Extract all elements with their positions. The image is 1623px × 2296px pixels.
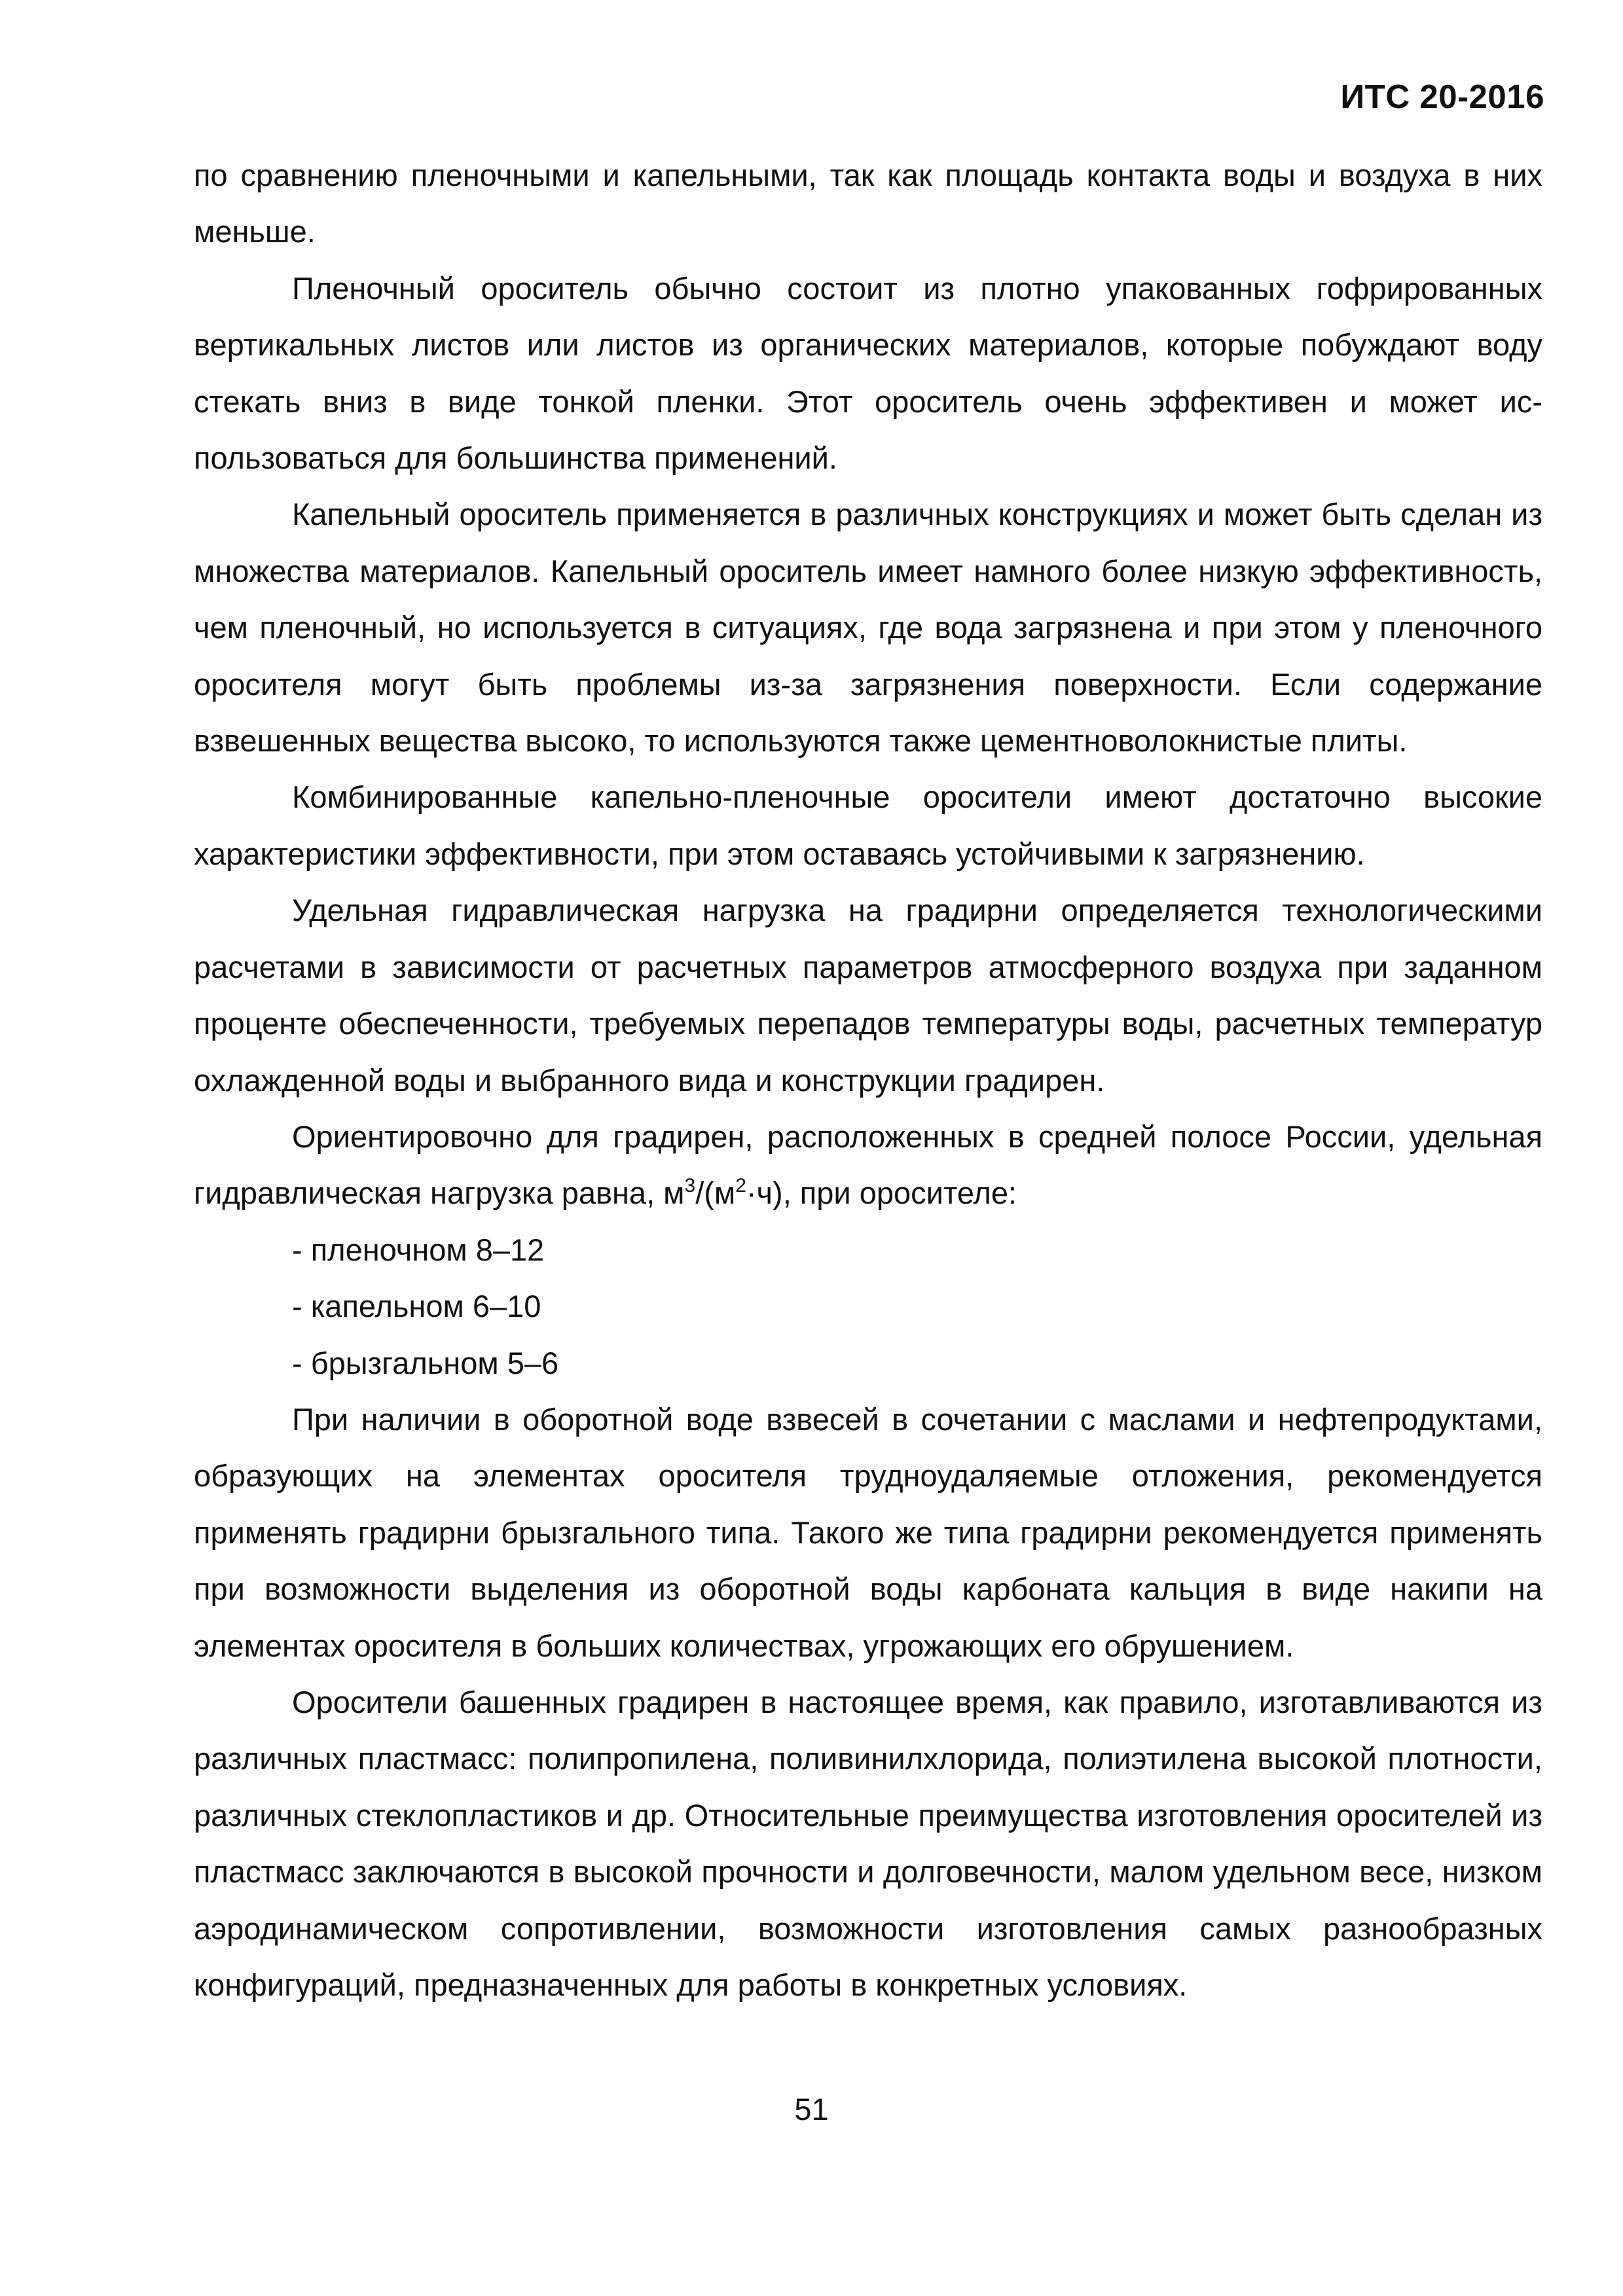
load-text-after: ·ч), при оросителе: [746,1175,1017,1211]
paragraph-load-values [194,1109,1542,1222]
list-item: - брызгальном 5–6 [292,1345,559,1380]
paragraph-plastic-fills: Оросители башенных градирен в настоящее время, как правило, изготавливаются из различных пластмасс: полипропилена, поливинилхлорида, полиэтилена высокой плотности, различных стеклопластиков и др. Относительные преимущества изготовления оросителей из пластмасс заключаются в высокой прочности и долговечности, малом удельном весе, низком аэродинамическом сопротивлении, возможности изготовления самых разнообразных конфигураций, предназначенных для работы в конкретных условиях. [194,1684,1542,2002]
paragraph-hydraulic-load: Удельная гидравлическая нагрузка на градирни определяется технологическими расчетами в зависимости от расчетных параметров атмосферного воздуха при заданном проценте обеспеченности, требуемых перепадов температуры воды, расчетных температур охлажденной воды и выбранного вида и конструкции градирен. [194,893,1542,1098]
superscript-2: 2 [735,1175,746,1197]
paragraph-splash-fill: Капельный ороситель применяется в различных конструкциях и может быть сделан из множества материалов. Капельный ороситель имеет намного более низкую эффективность, чем пленочный, но используется в ситуациях, где вода загрязнена и при этом у пленочного оросителя могут быть проблемы из-за загрязнения поверхности. Если содержание взвешенных вещества высоко, то используются также цементноволокнистые плиты. [194,497,1542,759]
paragraph-film-fill: Пленочный ороситель обычно состоит из плотно упакованных гофрированных вертикальных листов или листов из органических материалов, которые побуждают воду стекать вниз в виде тонкой пленки. Этот ороситель очень эффективен и может использоваться для большинства применений. [194,270,1542,476]
list-item: - пленочном 8–12 [292,1232,545,1267]
page-number: 51 [794,2092,829,2126]
load-text-mid: /(м [695,1175,736,1211]
document-code-header: ИТС 20-2016 [1340,78,1544,115]
list-item: - капельном 6–10 [292,1289,541,1324]
paragraph-continuation: по сравнению пленочными и капельными, так как площадь контакта воды и воздуха в них меньше. [194,158,1542,249]
paragraph-combined-fill: Комбинированные капельно-пленочные оросители имеют достаточно высокие характеристики эффективности, при этом оставаясь устойчивыми к загрязнению. [194,780,1542,871]
body-text [194,147,1542,2013]
superscript-3: 3 [684,1175,696,1197]
load-text-before: Ориентировочно для градирен, расположенных в средней полосе России, удельная гидравлическая нагрузка равна, м [194,1119,1542,1211]
paragraph-suspended-solids: При наличии в оборотной воде взвесей в сочетании с маслами и нефтепродуктами, образующих на элементах оросителя трудноудаляемые отложения, рекомендуется применять градирни брызгального типа. Такого же типа градирни рекомендуется применять при возможности выделения из оборотной воды карбоната кальция в виде накипи на элементах оросителя в больших количествах, угрожающих его обрушением. [194,1401,1542,1663]
